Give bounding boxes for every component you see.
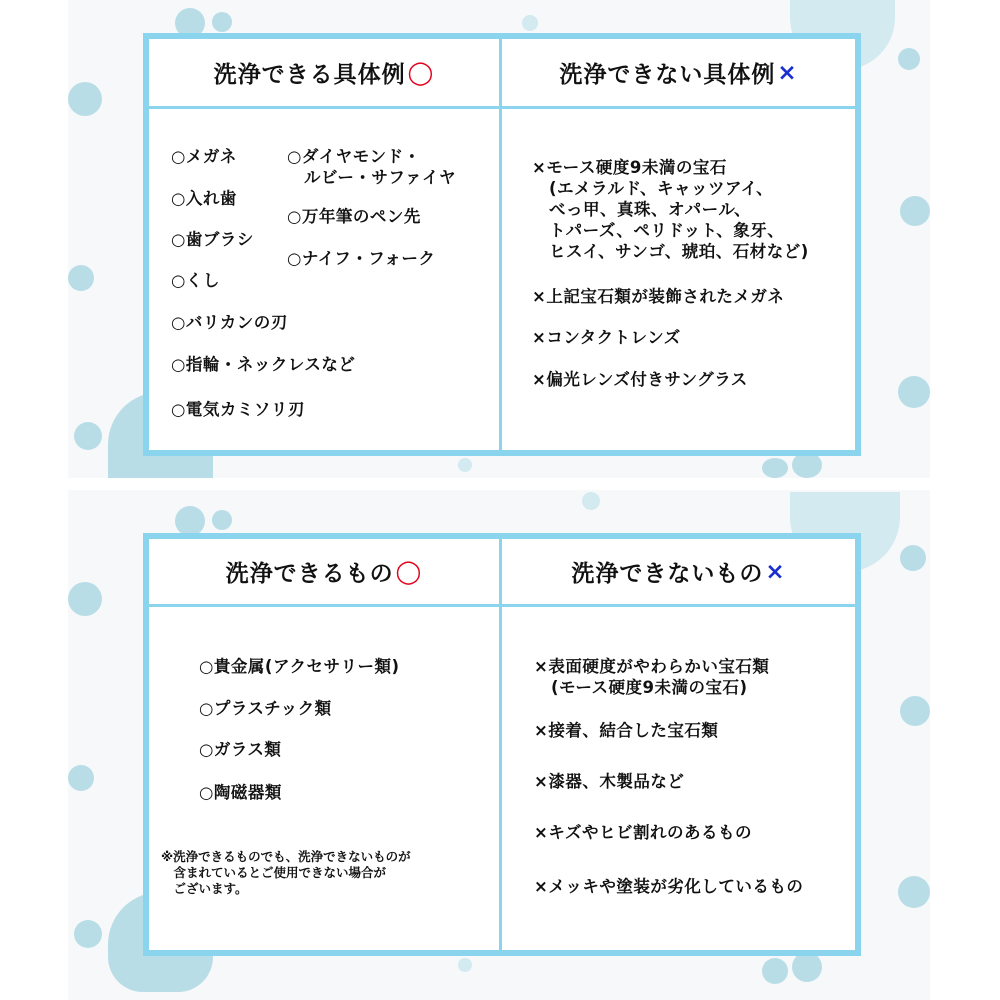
list-item: ○万年筆のペン先 (287, 207, 421, 226)
list-item: ×コンタクトレンズ (532, 328, 681, 347)
washable-materials-table (143, 533, 861, 956)
list-item: ○入れ歯 (171, 189, 237, 208)
header-label: 洗浄できないもの (571, 561, 764, 587)
footnote: ※洗浄できるものでも、洗浄できないものが 含まれているとご使用できない場合が ございます。 (161, 849, 411, 896)
cross-mark-icon: × (765, 558, 786, 585)
list-item: ○プラスチック類 (199, 699, 332, 718)
list-item: ×漆器、木製品など (534, 772, 685, 791)
cannot-wash-examples-header (502, 39, 855, 109)
list-item: ×表面硬度がやわらかい宝石類 (モース硬度9未満の宝石) (534, 657, 770, 697)
list-item: ×偏光レンズ付きサングラス (532, 370, 748, 389)
list-item: ○指輪・ネックレスなど (171, 355, 356, 374)
circle-mark-icon: ◯ (407, 59, 435, 86)
can-wash-examples-header (149, 39, 502, 109)
list-item: ○くし (171, 271, 220, 290)
list-item: ×接着、結合した宝石類 (534, 721, 719, 740)
list-item: ○ナイフ・フォーク (287, 249, 436, 268)
list-item: ○ガラス類 (199, 740, 282, 759)
cannot-wash-list (502, 607, 855, 950)
can-wash-header (149, 539, 502, 607)
can-wash-examples-list (149, 109, 502, 450)
list-item: ○陶磁器類 (199, 783, 282, 802)
list-item: ○電気カミソリ刃 (171, 400, 305, 419)
header-label: 洗浄できない具体例 (559, 62, 776, 88)
specific-examples-table (143, 33, 861, 456)
list-item: ×キズやヒビ割れのあるもの (534, 823, 752, 842)
list-item: ○ダイヤモンド・ ルビー・サファイヤ (287, 147, 457, 187)
list-item: ○バリカンの刃 (171, 313, 288, 332)
can-wash-list (149, 607, 502, 950)
cross-mark-icon: × (777, 59, 798, 86)
list-item: ×メッキや塗装が劣化しているもの (534, 877, 804, 896)
list-item: ○歯ブラシ (171, 230, 254, 249)
header-label: 洗浄できるもの (225, 561, 394, 587)
cannot-wash-examples-list (502, 109, 855, 450)
list-item: ○メガネ (171, 147, 237, 166)
list-item: ×上記宝石類が装飾されたメガネ (532, 287, 785, 306)
header-label: 洗浄できる具体例 (213, 62, 406, 88)
list-item: ×モース硬度9未満の宝石 (エメラルド、キャッツアイ、 べっ甲、真珠、オパール、 トパーズ、ペリドット、象牙、 ヒスイ、サンゴ、琥珀、石材など) (532, 158, 809, 261)
circle-mark-icon: ◯ (395, 558, 423, 585)
list-item: ○貴金属(アクセサリー類) (199, 657, 400, 676)
cannot-wash-header (502, 539, 855, 607)
